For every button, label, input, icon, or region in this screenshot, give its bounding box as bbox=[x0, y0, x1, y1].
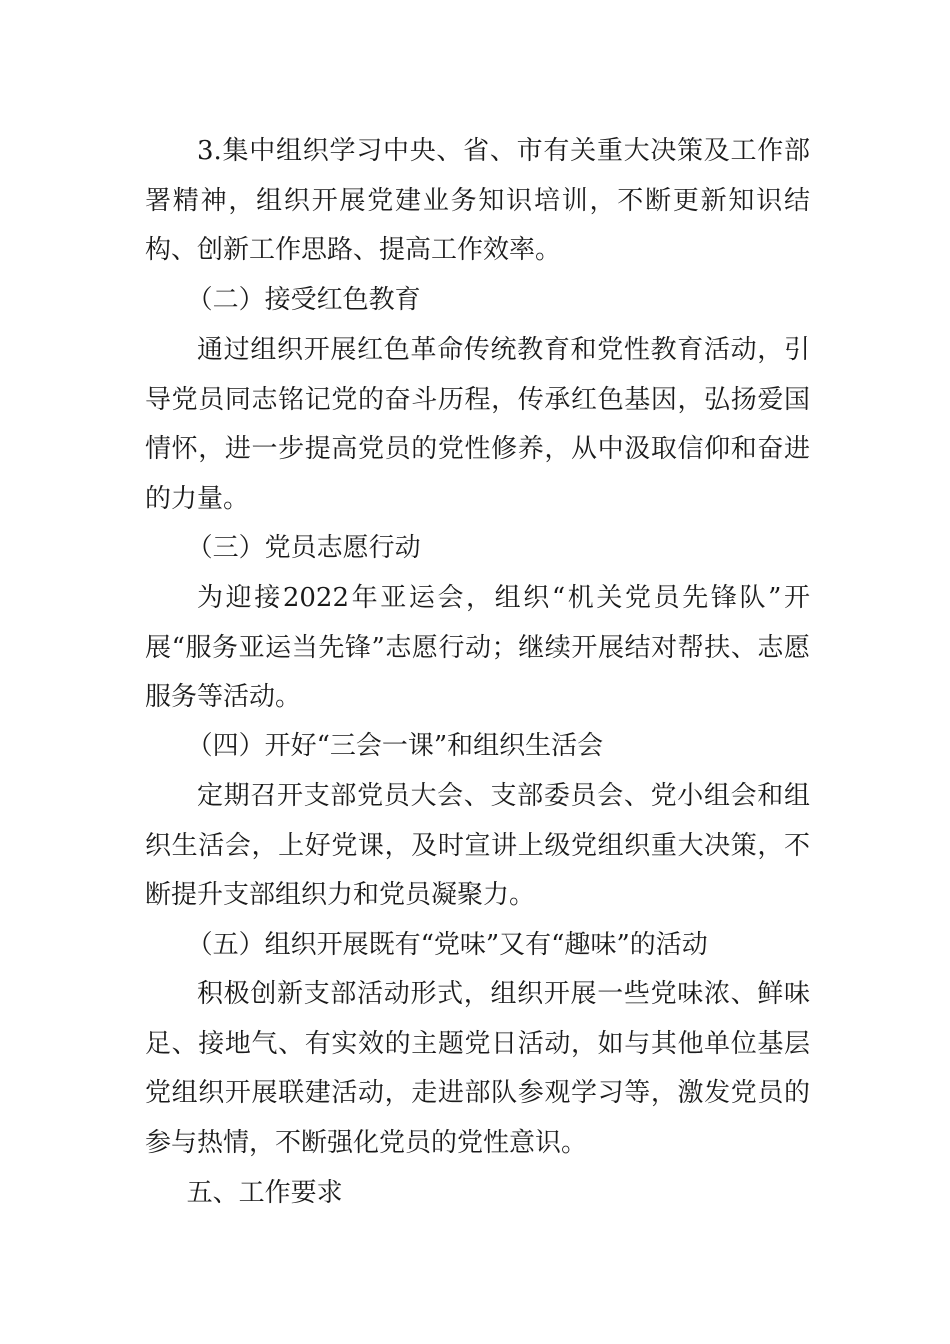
heading-volunteer-action: （三）党员志愿行动 bbox=[186, 533, 421, 563]
heading-themed-activities: （五）组织开展既有“党味”又有“趣味”的活动 bbox=[186, 930, 708, 960]
paragraph-themed-activities: 积极创新支部活动形式，组织开展一些党味浓、鲜味足、接地气、有实效的主题党日活动，如与其他单位基层党组织开展联建活动，走进部队参观学习等，激发党员的参与热情，不断强化党员的党性意识。 bbox=[145, 979, 810, 1158]
paragraph-red-education: 通过组织开展红色革命传统教育和党性教育活动，引导党员同志铭记党的奋斗历程，传承红色基因，弘扬爱国情怀，进一步提高党员的党性修养，从中汲取信仰和奋进的力量。 bbox=[145, 335, 810, 514]
heading-work-requirements: 五、工作要求 bbox=[186, 1178, 343, 1208]
paragraph-study-policy: 3.集中组织学习中央、省、市有关重大决策及工作部署精神，组织开展党建业务知识培训，不断更新知识结构、创新工作思路、提高工作效率。 bbox=[145, 136, 810, 265]
paragraph-volunteer-action: 为迎接2022年亚运会，组织“机关党员先锋队”开展“服务亚运当先锋”志愿行动；继续开展结对帮扶、志愿服务等活动。 bbox=[145, 583, 810, 712]
heading-red-education: （二）接受红色教育 bbox=[186, 285, 421, 315]
paragraph-three-meetings: 定期召开支部党员大会、支部委员会、党小组会和组织生活会，上好党课，及时宣讲上级党组织重大决策，不断提升支部组织力和党员凝聚力。 bbox=[145, 781, 810, 910]
heading-three-meetings: （四）开好“三会一课”和组织生活会 bbox=[186, 731, 604, 761]
